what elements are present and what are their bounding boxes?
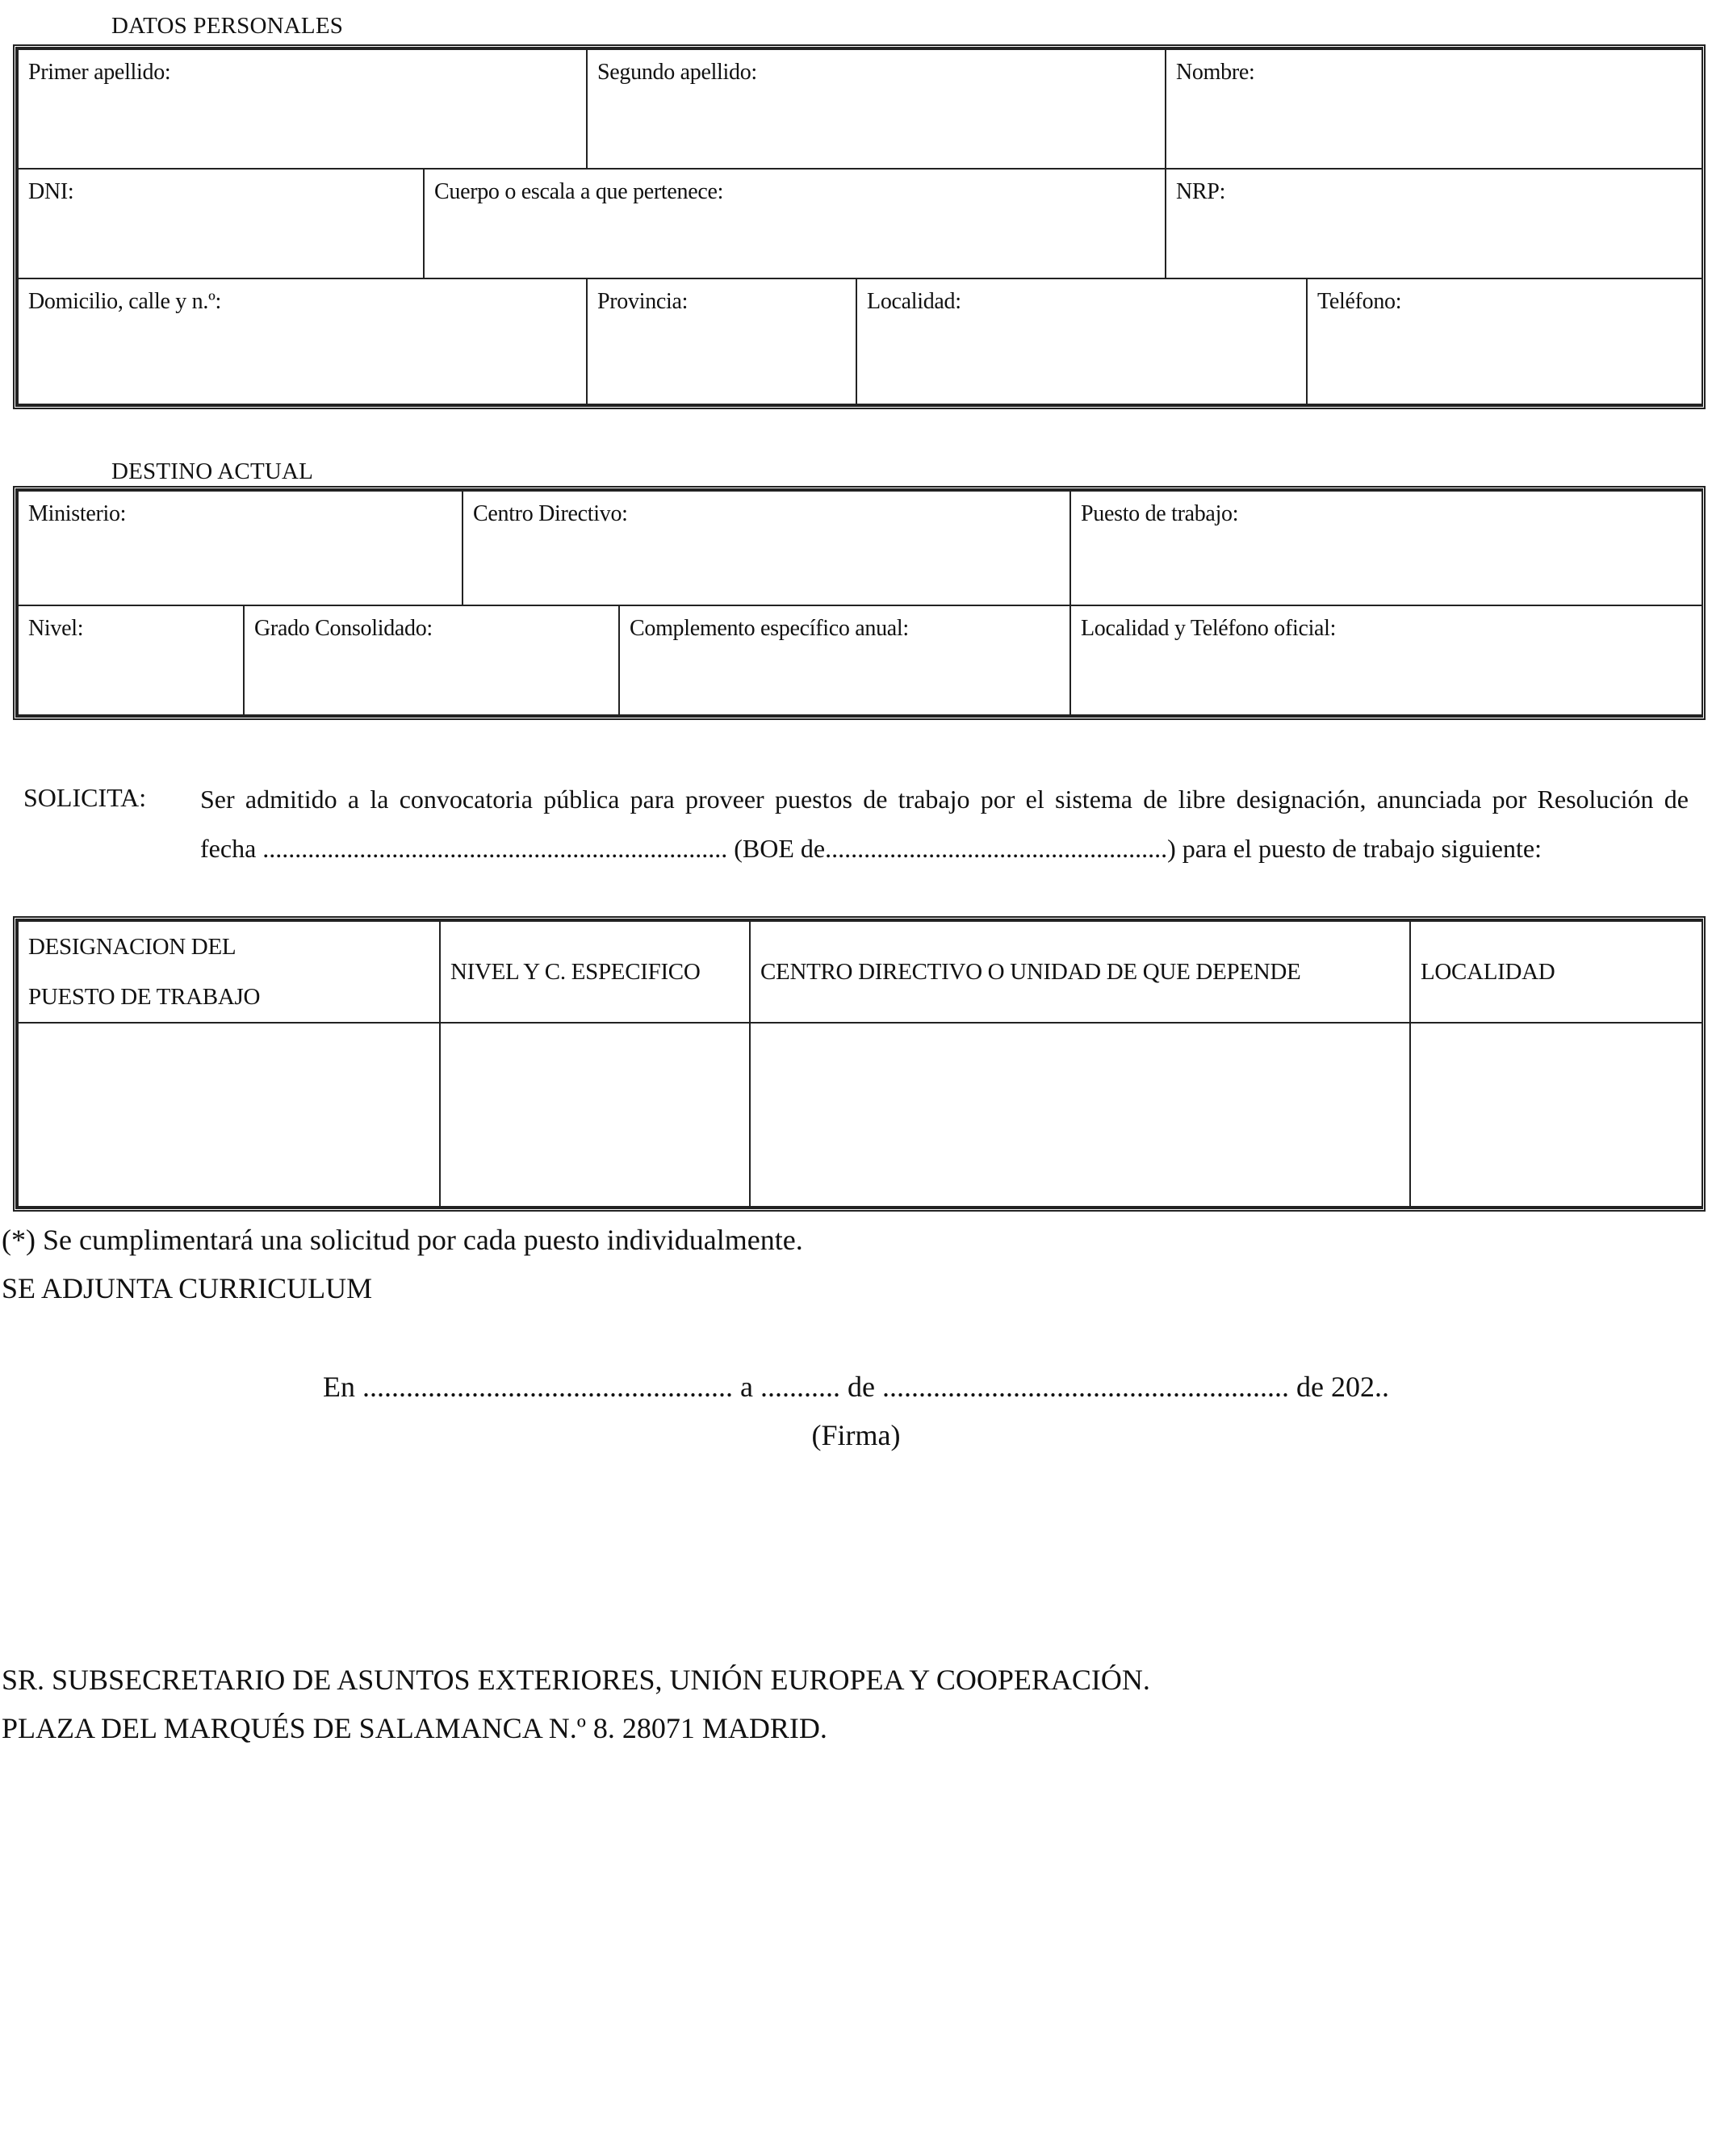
localidad-label: Localidad: [867, 289, 961, 314]
provincia-label: Provincia: [597, 289, 689, 314]
localidad-telefono-oficial-field[interactable] [1070, 605, 1702, 715]
puesto-centro-input[interactable] [750, 1023, 1410, 1207]
dni-label: DNI: [28, 179, 74, 204]
puesto-header-designacion [18, 921, 440, 1023]
datos-personales-title: DATOS PERSONALES [111, 13, 344, 39]
nivel-label: Nivel: [28, 616, 84, 641]
ministerio-label: Ministerio: [28, 501, 127, 526]
address-line: PLAZA DEL MARQUÉS DE SALAMANCA N.º 8. 28071 MADRID. [2, 1712, 827, 1744]
domicilio-label: Domicilio, calle y n.º: [28, 289, 221, 314]
cuerpo-field[interactable] [424, 169, 1166, 278]
segundo-apellido-field[interactable] [587, 49, 1166, 169]
centro-directivo-field[interactable] [463, 491, 1070, 605]
place-date-line: En ................................................... a ........... de ........................................................ de 202.. [323, 1371, 1389, 1403]
complemento-especifico-field[interactable] [619, 605, 1070, 715]
puesto-header-designacion-line1: DESIGNACION DEL [28, 934, 236, 960]
solicita-line-1: Ser admitido a la convocatoria pública para proveer puestos de trabajo por el sistema de libre designación, anunciada por Resolución de [200, 785, 1689, 814]
solicita-label: SOLICITA: [23, 783, 147, 812]
puesto-header-centro: CENTRO DIRECTIVO O UNIDAD DE QUE DEPENDE [750, 921, 1410, 1023]
addressee-line: SR. SUBSECRETARIO DE ASUNTOS EXTERIORES, UNIÓN EUROPEA Y COOPERACIÓN. [2, 1664, 1150, 1696]
nrp-label: NRP: [1176, 179, 1226, 204]
destino-actual-box [13, 486, 1706, 720]
puesto-designacion-input[interactable] [18, 1023, 440, 1207]
ministerio-field[interactable] [18, 491, 463, 605]
solicita-line-2: fecha ........................................................................ (BOE de.....................................................) para el puesto de trabajo siguiente: [200, 834, 1542, 863]
firma-label: (Firma) [811, 1419, 901, 1451]
datos-personales-grid [17, 48, 1703, 405]
note-curriculum: SE ADJUNTA CURRICULUM [2, 1272, 373, 1304]
destino-actual-title: DESTINO ACTUAL [111, 458, 314, 484]
puesto-table-box [13, 916, 1706, 1212]
puesto-nivel-input[interactable] [440, 1023, 750, 1207]
nrp-field[interactable] [1166, 169, 1702, 278]
localidad-field[interactable] [856, 278, 1307, 404]
dni-field[interactable] [18, 169, 424, 278]
telefono-field[interactable] [1307, 278, 1702, 404]
puesto-localidad-input[interactable] [1410, 1023, 1702, 1207]
domicilio-field[interactable] [18, 278, 587, 404]
cuerpo-label: Cuerpo o escala a que pertenece: [434, 179, 724, 204]
puesto-header-designacion-line2: PUESTO DE TRABAJO [28, 984, 261, 1010]
grado-consolidado-label: Grado Consolidado: [254, 616, 433, 641]
localidad-telefono-oficial-label: Localidad y Teléfono oficial: [1081, 616, 1337, 641]
nombre-field[interactable] [1166, 49, 1702, 169]
puesto-trabajo-label: Puesto de trabajo: [1081, 501, 1239, 526]
puesto-header-localidad: LOCALIDAD [1410, 921, 1702, 1023]
nivel-field[interactable] [18, 605, 244, 715]
puesto-table [17, 920, 1703, 1208]
puesto-header-nivel: NIVEL Y C. ESPECIFICO [440, 921, 750, 1023]
grado-consolidado-field[interactable] [244, 605, 619, 715]
primer-apellido-label: Primer apellido: [28, 60, 171, 85]
provincia-field[interactable] [587, 278, 856, 404]
puesto-trabajo-field[interactable] [1070, 491, 1702, 605]
complemento-especifico-label: Complemento específico anual: [630, 616, 909, 641]
primer-apellido-field[interactable] [18, 49, 587, 169]
segundo-apellido-label: Segundo apellido: [597, 60, 757, 85]
centro-directivo-label: Centro Directivo: [473, 501, 628, 526]
telefono-label: Teléfono: [1317, 289, 1402, 314]
destino-actual-grid [17, 490, 1703, 716]
solicita-text [200, 775, 1689, 873]
nombre-label: Nombre: [1176, 60, 1255, 85]
datos-personales-box [13, 44, 1706, 409]
note-individual: (*) Se cumplimentará una solicitud por cada puesto individualmente. [2, 1224, 803, 1256]
